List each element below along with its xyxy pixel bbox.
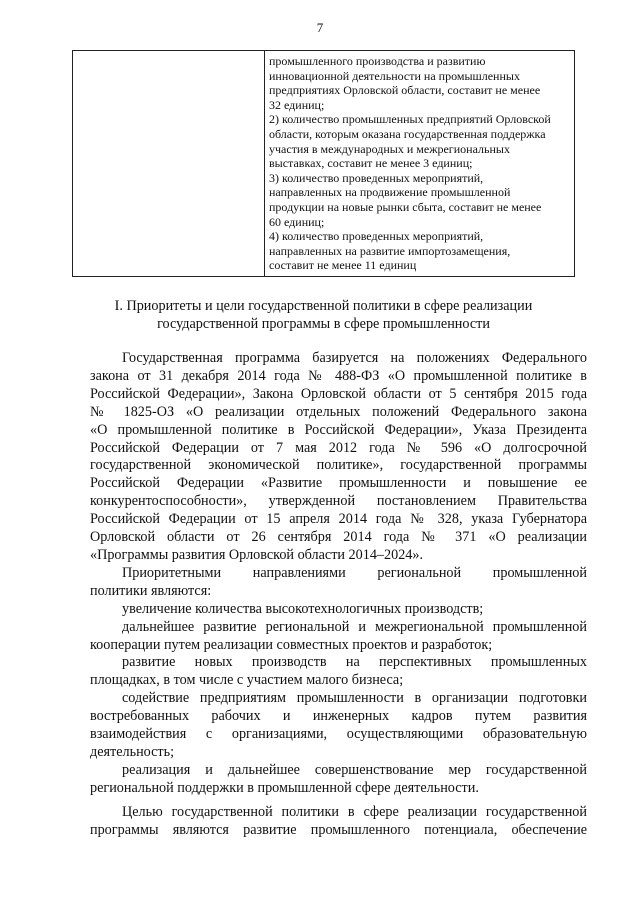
table-line: области, которым оказана государственная поддержка [269,126,546,141]
text-line: государственной экономической политике», государственной программы [90,457,587,474]
text-line: «О промышленной политике в Российской Федерации», Указа Президента [90,421,587,438]
table-line: 60 единиц; [269,214,325,229]
list-item-personnel-training [90,690,587,762]
text-line: Российской Федерации», Закона Орловской области от 5 сентября 2015 года [90,385,587,402]
text-line: конкурентоспособности», утвержденной постановлением Правительства [90,493,587,510]
paragraph-policy-goal [90,804,587,840]
table-line: составит не менее 11 единиц [269,258,417,273]
section-heading-line: государственной программы в сфере промышленности [157,315,490,332]
text-line: Российской Федерации от 7 мая 2012 года № 596 «О долгосрочной [90,439,587,456]
text-line: Российской Федерации «Развитие промышленности и повышение ее [90,475,587,492]
continuation-table [72,50,575,277]
section-heading-line: I. Приоритеты и цели государственной политики в сфере реализации [114,298,533,314]
text-line: деятельность; [90,743,175,760]
text-line: закона от 31 декабря 2014 года № 488-ФЗ «О промышленной политике в [90,367,587,384]
text-line: политики являются: [90,582,212,599]
text-line: дальнейшее развитие региональной и межрегиональной промышленной [122,618,587,635]
text-line: реализация и дальнейшее совершенствование мер государственной [122,761,587,778]
table-line: инновационной деятельности на промышленных [269,68,520,83]
text-line: Приоритетными направлениями региональной промышленной [122,564,587,581]
paragraph-legal-basis [90,350,587,565]
page-number: 7 [316,20,324,35]
table-cell-empty [73,51,265,277]
table-line: 32 единиц; [269,97,325,112]
list-item-new-production [90,654,587,690]
text-line: региональной поддержки в промышленной сфере деятельности. [90,779,479,796]
text-line: Государственная программа базируется на положениях Федерального [122,350,587,366]
body-text [90,350,587,839]
text-line: программы являются развитие промышленного потенциала, обеспечение [90,821,587,838]
table-line: 2) количество промышленных предприятий Орловской [269,112,551,127]
text-line: взаимодействия с организациями, осуществляющими образовательную [90,726,587,743]
paragraph-priorities-intro [90,565,587,601]
text-line: № 1825-ОЗ «О реализации отдельных положений Федерального закона [90,403,587,420]
list-item-high-tech [90,601,587,619]
text-line: Орловской области от 26 сентября 2014 года № 371 «О реализации [90,529,587,546]
list-item-state-support [90,762,587,798]
text-line: кооперации путем реализации совместных проектов и разработок; [90,636,493,653]
text-line: развитие новых производств на перспективных промышленных [122,654,587,671]
table-line: направленных на развитие импортозамещения, [269,243,511,258]
table-line: 4) количество проведенных мероприятий, [269,229,484,244]
section-heading [72,298,575,333]
text-line: востребованных рабочих и инженерных кадров путем развития [90,708,587,725]
table-line: выставках, составит не менее 3 единиц; [269,156,473,171]
table-line: направленных на продвижение промышленной [269,185,511,200]
table-line: промышленного производства и развитию [269,54,486,68]
text-line: Российской Федерации от 15 апреля 2014 года № 328, указа Губернатора [90,511,587,528]
text-line: «Программы развития Орловской области 2014–2024». [90,546,424,563]
table-line: продукции на новые рынки сбыта, составит не менее [269,199,542,214]
text-line: Целью государственной политики в сфере реализации государственной [122,803,587,820]
list-item-cooperation [90,619,587,655]
text-line: площадках, в том числе с участием малого бизнеса; [90,672,404,689]
table-line: участия в международных и межрегиональных [269,141,510,156]
text-line: увеличение количества высокотехнологичных производств; [122,600,484,617]
table-row [73,51,575,277]
text-line: содействие предприятиям промышленности в организации подготовки [122,690,587,707]
table-line: предприятиях Орловской области, составит не менее [269,83,541,98]
table-line: 3) количество проведенных мероприятий, [269,170,484,185]
table-cell-indicators [265,51,575,277]
